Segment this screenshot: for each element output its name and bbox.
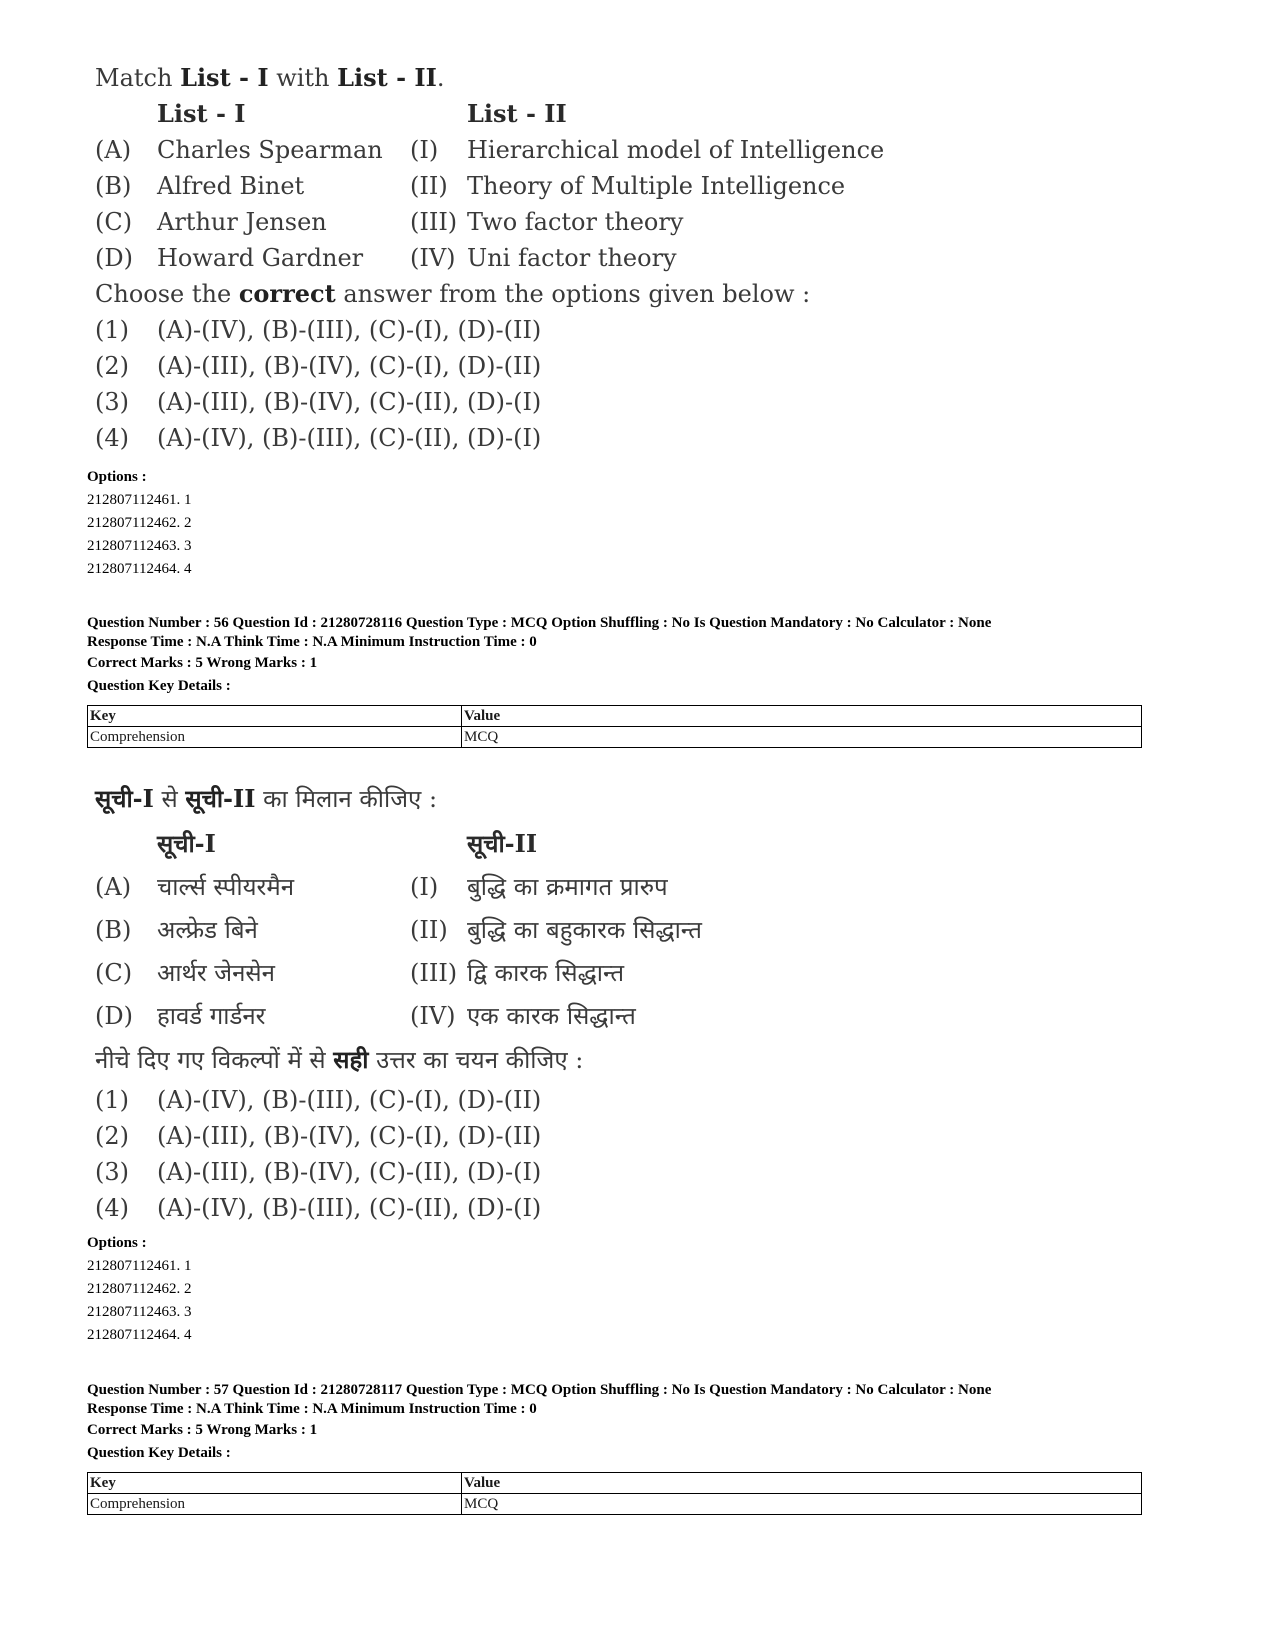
question-timing-line: Response Time : N.A Think Time : N.A Minimum Instruction Time : 0 bbox=[87, 634, 537, 650]
list-headers bbox=[95, 822, 583, 866]
row-label: (A) bbox=[95, 136, 132, 164]
table-cell-key: Comprehension bbox=[88, 1494, 462, 1515]
list-1-item: Howard Gardner bbox=[157, 244, 364, 272]
options-list bbox=[87, 1232, 191, 1347]
match-row bbox=[95, 204, 810, 240]
option-item: 212807112464. 4 bbox=[87, 1327, 192, 1343]
answer-choice: (1) (A)-(IV), (B)-(III), (C)-(I), (D)-(II) bbox=[95, 316, 542, 344]
row-label: (III) bbox=[410, 959, 458, 987]
marks-line: Correct Marks : 5 Wrong Marks : 1 bbox=[87, 655, 318, 671]
list-2-heading: सूची-II bbox=[467, 829, 538, 858]
answer-choice: (4) (A)-(IV), (B)-(III), (C)-(II), (D)-(I) bbox=[95, 1194, 542, 1222]
list-1-item: Alfred Binet bbox=[157, 172, 305, 200]
list-1-item: आर्थर जेनसेन bbox=[157, 959, 275, 987]
option-item: 212807112462. 2 bbox=[87, 515, 192, 531]
list-2-item: Uni factor theory bbox=[467, 244, 677, 272]
match-row bbox=[95, 995, 636, 1038]
match-row bbox=[95, 909, 702, 952]
list-2-item: एक कारक सिद्धान्त bbox=[467, 1002, 636, 1030]
list-2-heading: List - II bbox=[467, 99, 567, 128]
key-details-label: Question Key Details : bbox=[87, 1445, 231, 1461]
question-key-table bbox=[87, 1472, 1142, 1515]
question-55-body bbox=[95, 60, 885, 456]
row-label: (II) bbox=[410, 916, 448, 944]
table-header-value: Value bbox=[462, 706, 1142, 727]
option-item: 212807112463. 3 bbox=[87, 538, 192, 554]
row-label: (D) bbox=[95, 1002, 133, 1030]
table-cell-value: MCQ bbox=[462, 1494, 1142, 1515]
row-label: (II) bbox=[410, 172, 448, 200]
row-label: (C) bbox=[95, 208, 133, 236]
list-1-item: अल्फ्रेड बिने bbox=[157, 916, 258, 944]
options-list bbox=[87, 466, 191, 581]
question-56-header bbox=[87, 614, 991, 698]
question-key-table bbox=[87, 705, 1142, 748]
row-label: (IV) bbox=[410, 244, 456, 272]
list-headers bbox=[95, 96, 810, 132]
answer-choice: (4) (A)-(IV), (B)-(III), (C)-(II), (D)-(I) bbox=[95, 424, 542, 452]
match-row bbox=[95, 240, 810, 276]
options-label: Options : bbox=[87, 1235, 147, 1251]
row-label: (B) bbox=[95, 916, 132, 944]
match-row bbox=[95, 866, 668, 909]
row-label: (C) bbox=[95, 959, 133, 987]
row-label: (III) bbox=[410, 208, 458, 236]
question-timing-line: Response Time : N.A Think Time : N.A Minimum Instruction Time : 0 bbox=[87, 1401, 537, 1417]
row-label: (A) bbox=[95, 873, 132, 901]
table-cell-key: Comprehension bbox=[88, 727, 462, 748]
row-label: (B) bbox=[95, 172, 132, 200]
question-57-header bbox=[87, 1381, 991, 1465]
list-2-item: बुद्धि का क्रमागत प्रारुप bbox=[467, 873, 668, 901]
row-label: (I) bbox=[410, 873, 439, 901]
table-header-key: Key bbox=[88, 1473, 462, 1494]
choose-instruction: नीचे दिए गए विकल्पों में से सही उत्तर का चयन कीजिए : bbox=[95, 1045, 584, 1074]
question-info-line: Question Number : 57 Question Id : 21280728117 Question Type : MCQ Option Shuffling : No Is Question Mandatory : No Calculator : None bbox=[87, 1382, 992, 1398]
list-2-item: बुद्धि का बहुकारक सिद्धान्त bbox=[467, 916, 702, 944]
table-header-value: Value bbox=[462, 1473, 1142, 1494]
option-item: 212807112461. 1 bbox=[87, 492, 192, 508]
list-1-item: Arthur Jensen bbox=[157, 208, 327, 236]
list-1-heading: सूची-I bbox=[157, 829, 216, 858]
answer-choice: (2) (A)-(III), (B)-(IV), (C)-(I), (D)-(II) bbox=[95, 352, 542, 380]
table-header-row bbox=[88, 706, 1142, 727]
answer-choice: (2) (A)-(III), (B)-(IV), (C)-(I), (D)-(II) bbox=[95, 1122, 542, 1150]
list-2-item: द्वि कारक सिद्धान्त bbox=[467, 959, 625, 987]
option-item: 212807112461. 1 bbox=[87, 1258, 192, 1274]
row-label: (I) bbox=[410, 136, 439, 164]
option-item: 212807112463. 3 bbox=[87, 1304, 192, 1320]
question-title: सूची-I से सूची-II का मिलान कीजिए : bbox=[95, 784, 438, 813]
list-2-item: Two factor theory bbox=[467, 208, 684, 236]
table-header-key: Key bbox=[88, 706, 462, 727]
question-title: Match List - I with List - II. bbox=[95, 63, 445, 92]
question-56-body bbox=[95, 776, 702, 1226]
list-1-item: हावर्ड गार्डनर bbox=[157, 1002, 266, 1030]
list-1-item: Charles Spearman bbox=[157, 136, 383, 164]
answer-choice: (1) (A)-(IV), (B)-(III), (C)-(I), (D)-(II) bbox=[95, 1086, 542, 1114]
table-cell-value: MCQ bbox=[462, 727, 1142, 748]
key-details-label: Question Key Details : bbox=[87, 678, 231, 694]
table-row bbox=[88, 1494, 1142, 1515]
answer-choice: (3) (A)-(III), (B)-(IV), (C)-(II), (D)-(I) bbox=[95, 388, 542, 416]
row-label: (IV) bbox=[410, 1002, 456, 1030]
list-2-item: Theory of Multiple Intelligence bbox=[467, 172, 846, 200]
table-header-row bbox=[88, 1473, 1142, 1494]
option-item: 212807112462. 2 bbox=[87, 1281, 192, 1297]
options-label: Options : bbox=[87, 469, 147, 485]
list-1-heading: List - I bbox=[157, 99, 246, 128]
match-row bbox=[95, 132, 885, 168]
match-row bbox=[95, 168, 846, 204]
row-label: (D) bbox=[95, 244, 133, 272]
option-item: 212807112464. 4 bbox=[87, 561, 192, 577]
choose-instruction: Choose the correct answer from the options given below : bbox=[95, 279, 811, 308]
answer-choice: (3) (A)-(III), (B)-(IV), (C)-(II), (D)-(I) bbox=[95, 1158, 542, 1186]
question-info-line: Question Number : 56 Question Id : 21280728116 Question Type : MCQ Option Shuffling : No Is Question Mandatory : No Calculator : None bbox=[87, 615, 992, 631]
match-row bbox=[95, 952, 625, 995]
marks-line: Correct Marks : 5 Wrong Marks : 1 bbox=[87, 1422, 318, 1438]
list-2-item: Hierarchical model of Intelligence bbox=[467, 136, 885, 164]
list-1-item: चार्ल्स स्पीयरमैन bbox=[157, 873, 295, 901]
table-row bbox=[88, 727, 1142, 748]
